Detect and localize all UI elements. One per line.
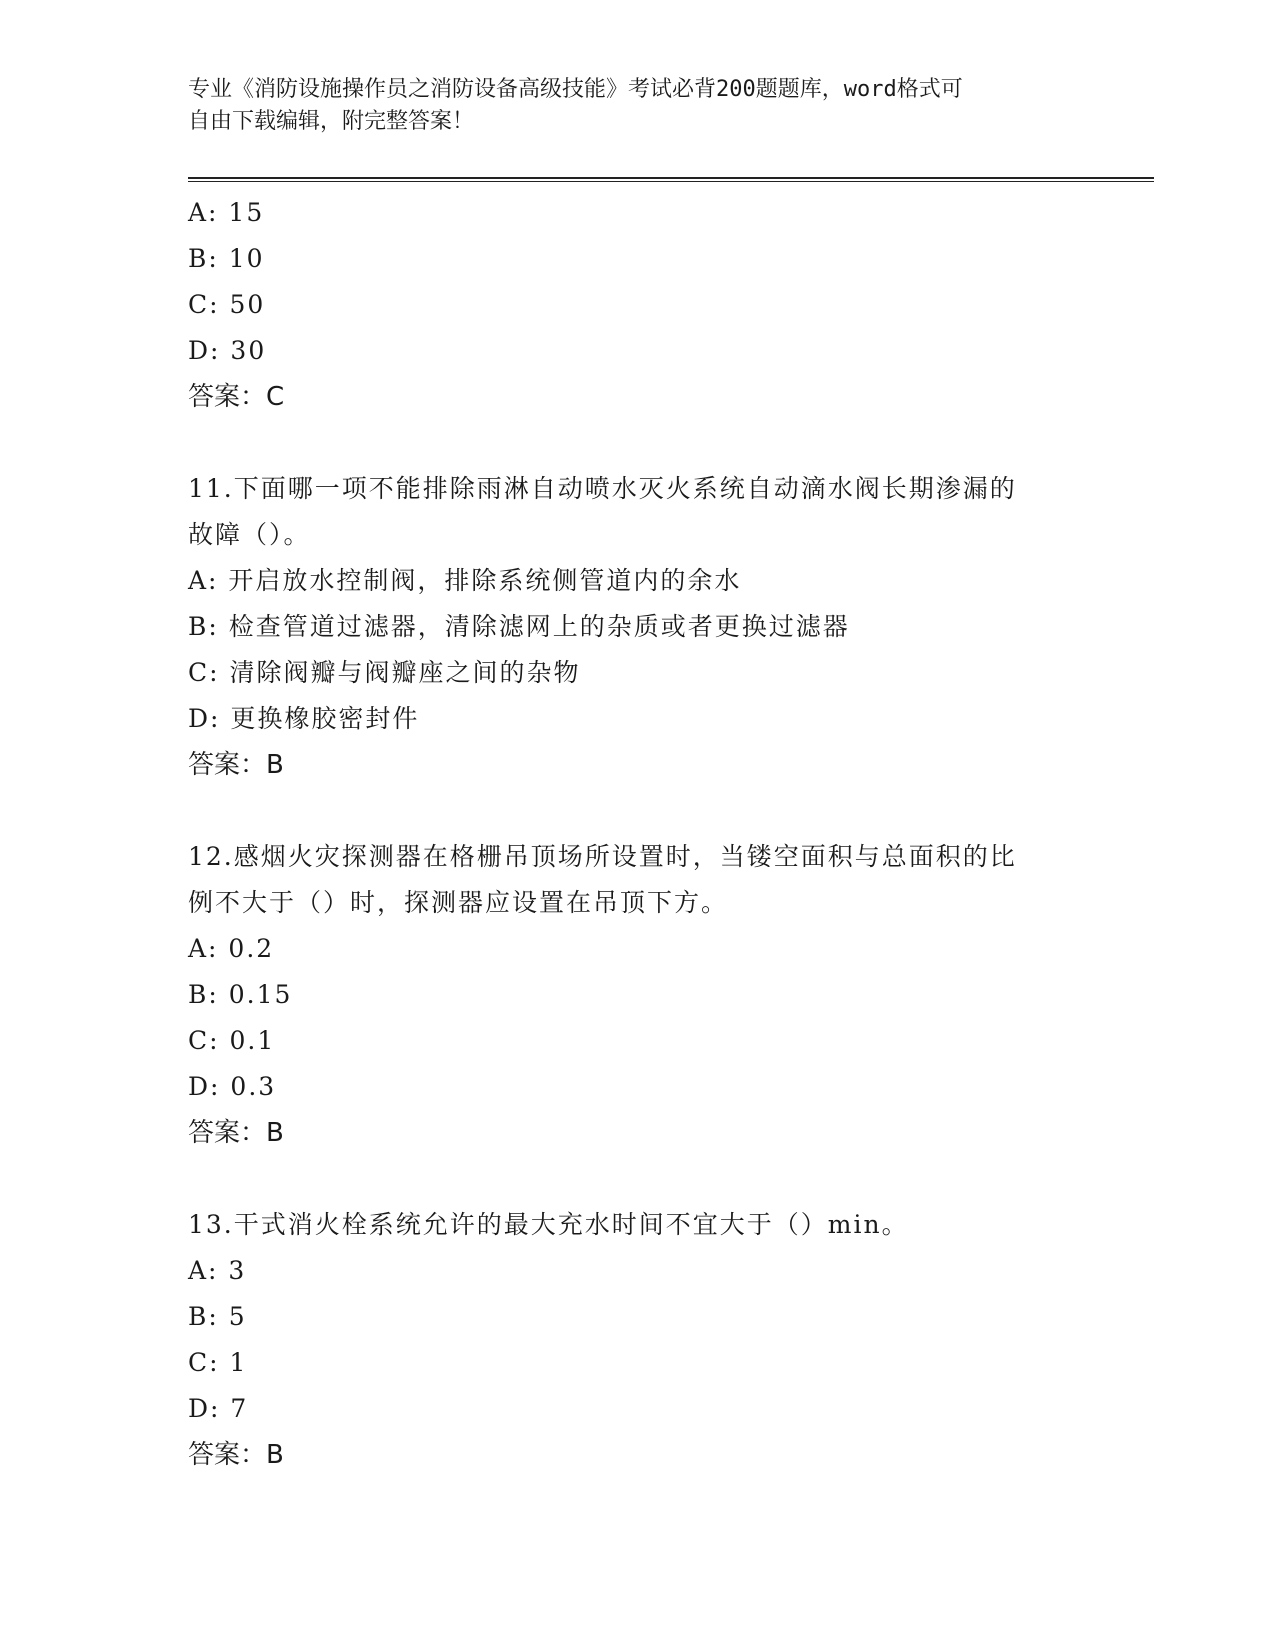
- header-line-1: 专业《消防设施操作员之消防设备高级技能》考试必背200题题库，word格式可: [188, 77, 963, 102]
- answer-line: 答案：B: [188, 1440, 284, 1470]
- option-b: B: 10: [188, 244, 265, 273]
- option-c: C: 0.1: [188, 1026, 276, 1055]
- option-c: C: 1: [188, 1348, 248, 1377]
- question-stem: [188, 466, 1088, 558]
- option-b: B: 5: [188, 1302, 247, 1331]
- option-d: D: 0.3: [188, 1072, 277, 1101]
- stem-line: 13.干式消火栓系统允许的最大充水时间不宜大于（）min。: [188, 1210, 909, 1239]
- option-d: D: 30: [188, 336, 267, 365]
- option-d: D: 更换橡胶密封件: [188, 704, 420, 733]
- answer-line: 答案：C: [188, 382, 285, 412]
- question-10-partial: [188, 190, 1088, 420]
- question-13: [188, 1202, 1088, 1478]
- document-header: [188, 74, 1068, 138]
- option-d: D: 7: [188, 1394, 249, 1423]
- option-a: A: 15: [188, 198, 265, 227]
- stem-line: 例不大于（）时，探测器应设置在吊顶下方。: [188, 888, 729, 917]
- answer-line: 答案：B: [188, 1118, 284, 1148]
- question-stem: [188, 834, 1088, 926]
- option-b: B: 检查管道过滤器，清除滤网上的杂质或者更换过滤器: [188, 612, 850, 641]
- option-a: A: 开启放水控制阀，排除系统侧管道内的余水: [188, 566, 742, 595]
- question-stem: [188, 1202, 1088, 1248]
- stem-line: 12.感烟火灾探测器在格栅吊顶场所设置时，当镂空面积与总面积的比: [188, 842, 1017, 871]
- stem-line: 11.下面哪一项不能排除雨淋自动喷水灭火系统自动滴水阀长期渗漏的: [188, 474, 1017, 503]
- option-b: B: 0.15: [188, 980, 293, 1009]
- option-a: A: 0.2: [188, 934, 275, 963]
- question-12: [188, 834, 1088, 1156]
- question-list: [188, 190, 1088, 1478]
- header-rule-thick: [188, 177, 1154, 179]
- option-a: A: 3: [188, 1256, 247, 1285]
- option-c: C: 清除阀瓣与阀瓣座之间的杂物: [188, 658, 581, 687]
- option-c: C: 50: [188, 290, 266, 319]
- answer-line: 答案：B: [188, 750, 284, 780]
- question-11: [188, 466, 1088, 788]
- stem-line: 故障（）。: [188, 520, 311, 549]
- header-line-2: 自由下载编辑，附完整答案！: [188, 109, 475, 134]
- header-rule-thin: [188, 181, 1154, 182]
